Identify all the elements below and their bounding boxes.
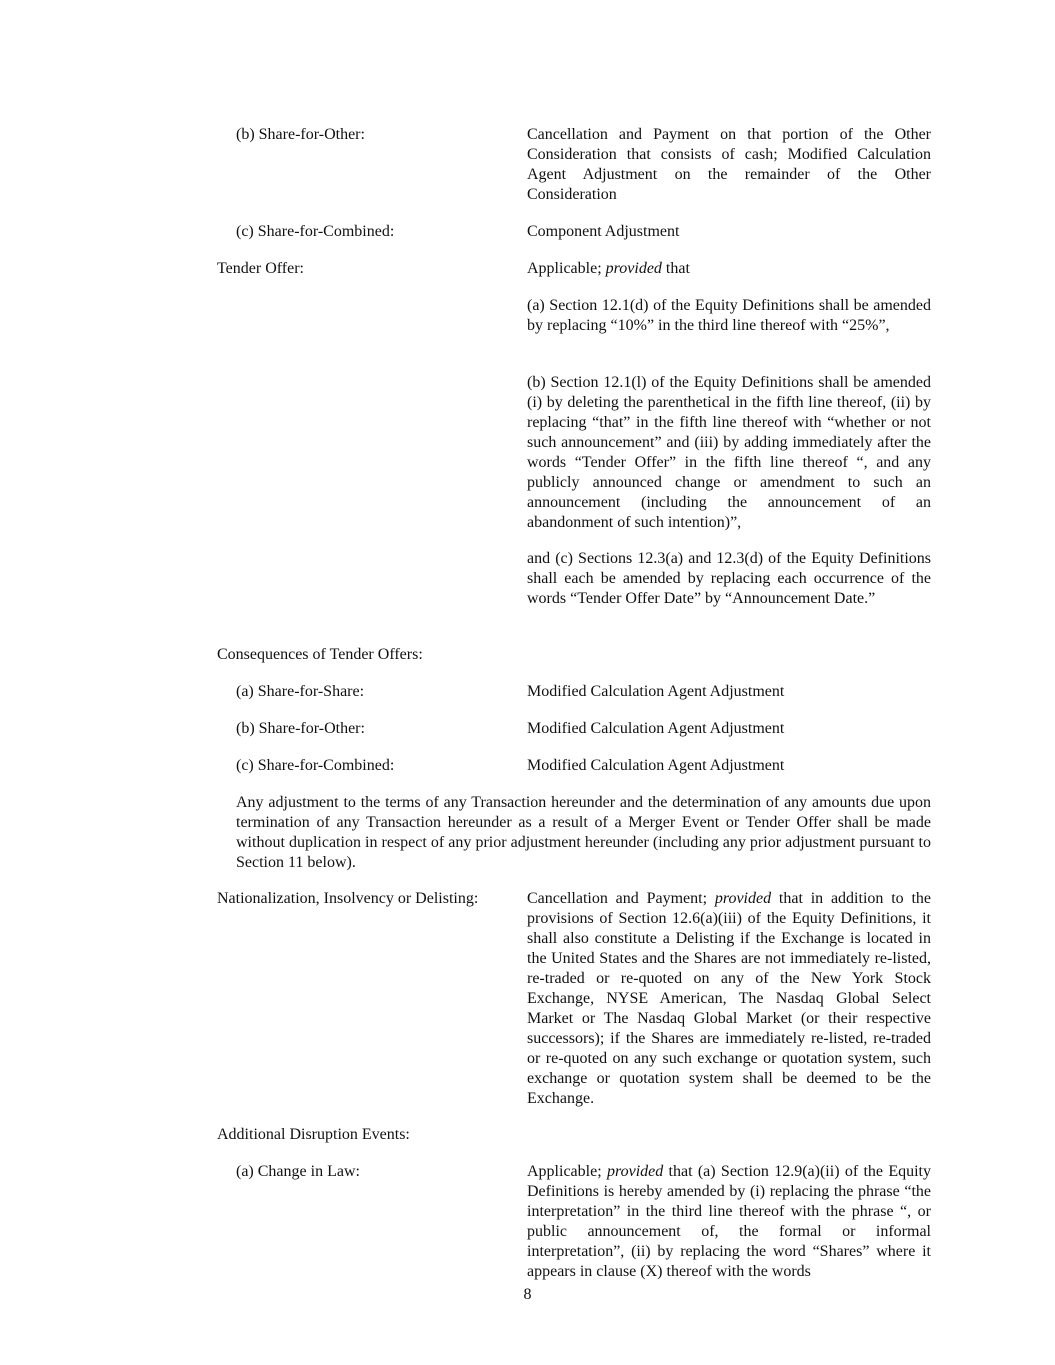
share-for-combined-label: (c) Share-for-Combined: — [236, 223, 395, 240]
nationalization-value — [527, 889, 931, 1109]
consequences-share-for-other-value: Modified Calculation Agent Adjustment — [527, 720, 785, 737]
additional-disruption-label: Additional Disruption Events: — [217, 1126, 410, 1143]
nationalization-provided: provided — [714, 890, 772, 907]
share-for-other-value: Cancellation and Payment on that portion of the Other Consideration that consists of cash; Modified Calculation Agent Adjustment on the remainder of the Other Consideration — [527, 126, 931, 203]
nationalization-value-suffix: that in addition to the provisions of Section 12.6(a)(iii) of the Equity Definitions, it shall also constitute a Delisting if the Exchange is located in the United States and the Shares are not immediately re-listed, re-traded or re-quoted on any of the New York Stock Exchange, NYSE American, The Nasdaq Global Select Market or The Nasdaq Global Market (or their respective successors); if the Shares are immediately re-listed, re-traded or re-quoted on any such exchange or quotation system, such exchange or quotation system shall be deemed to be the Exchange. — [527, 890, 931, 1107]
consequences-share-for-share-label: (a) Share-for-Share: — [236, 683, 365, 700]
consequences-share-for-share-value: Modified Calculation Agent Adjustment — [527, 683, 785, 700]
adjustment-paragraph: Any adjustment to the terms of any Transaction hereunder and the determination of any amounts due upon termination of any Transaction hereunder as a result of a Merger Event or Tender Offer shall be made without duplication in respect of any prior adjustment hereunder (including any prior adjustment pursuant to Section 11 below). — [236, 794, 931, 871]
change-in-law-label: (a) Change in Law: — [236, 1163, 360, 1180]
consequences-share-for-combined-value: Modified Calculation Agent Adjustment — [527, 757, 785, 774]
change-in-law-value-prefix: Applicable; — [527, 1163, 607, 1180]
tender-offer-para-a: (a) Section 12.1(d) of the Equity Definitions shall be amended by replacing “10%” in the third line thereof with “25%”, — [527, 297, 931, 334]
change-in-law-value-suffix: that (a) Section 12.9(a)(ii) of the Equity Definitions is hereby amended by (i) replacing the phrase “the interpretation” in the third line thereof with the phrase “, or public announcement of, the formal or informal interpretation”, (ii) by replacing the word “Shares” where it appears in clause (X) thereof with the words — [527, 1163, 931, 1280]
change-in-law-value — [527, 1162, 931, 1282]
tender-offer-para-c: and (c) Sections 12.3(a) and 12.3(d) of the Equity Definitions shall each be amended by replacing each occurrence of the words “Tender Offer Date” by “Announcement Date.” — [527, 550, 931, 607]
tender-offer-para-b: (b) Section 12.1(l) of the Equity Definitions shall be amended (i) by deleting the parenthetical in the fifth line thereof, (ii) by replacing “that” in the fifth line thereof with “whether or not such announcement” and (iii) by adding immediately after the words “Tender Offer” in the fifth line thereof “, and any publicly announced change or amendment to such an announcement (including the announcement of an abandonment of such intention)”, — [527, 374, 931, 531]
share-for-combined-value: Component Adjustment — [527, 223, 680, 240]
consequences-label: Consequences of Tender Offers: — [217, 646, 423, 663]
tender-offer-value-suffix: that — [661, 260, 690, 277]
tender-offer-value — [527, 259, 931, 279]
nationalization-label: Nationalization, Insolvency or Delisting: — [217, 890, 479, 907]
change-in-law-provided: provided — [606, 1163, 664, 1180]
tender-offer-provided: provided — [605, 260, 662, 277]
page-number: 8 — [523, 1286, 532, 1303]
consequences-share-for-combined-label: (c) Share-for-Combined: — [236, 757, 395, 774]
tender-offer-label: Tender Offer: — [217, 260, 304, 277]
consequences-share-for-other-label: (b) Share-for-Other: — [236, 720, 365, 737]
tender-offer-value-prefix: Applicable; — [527, 260, 606, 277]
nationalization-value-prefix: Cancellation and Payment; — [527, 890, 715, 907]
share-for-other-label: (b) Share-for-Other: — [236, 126, 365, 143]
